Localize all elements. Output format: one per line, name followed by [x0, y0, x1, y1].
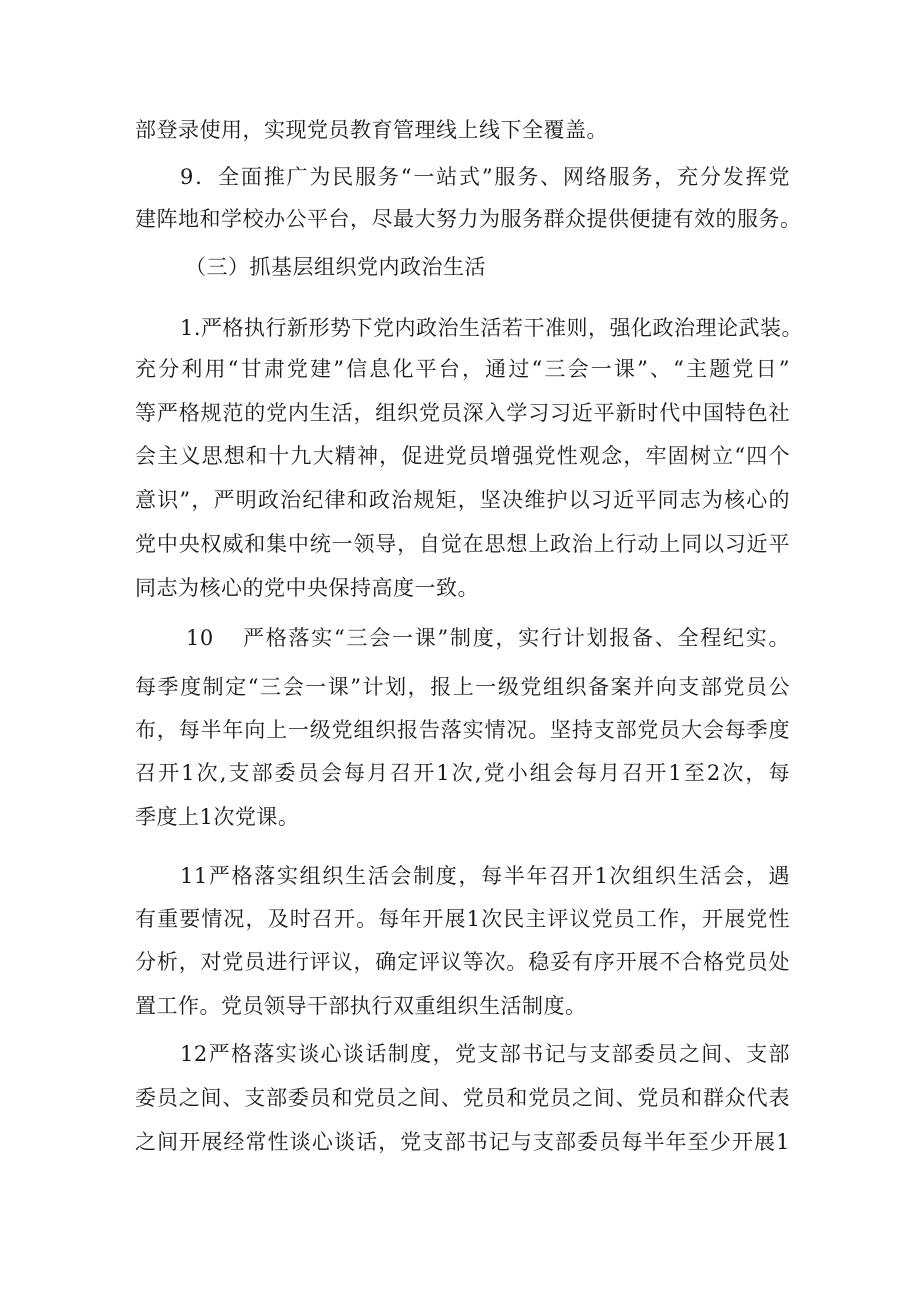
item-1-line-4: 会主义思想和十九大精神，促进党员增强党性观念，牢固树立“四个: [135, 444, 790, 468]
item-11-line-2: 有重要情况，及时召开。每年开展1次民主评议党员工作，开展党性: [135, 907, 790, 931]
item-1-line-6: 党中央权威和集中统一领导，自觉在思想上政治上行动上同以习近平: [135, 532, 790, 556]
item-1-line-5: 意识”，严明政治纪律和政治规矩，坚决维护以习近平同志为核心的: [135, 488, 790, 512]
text-line: 部登录使用，实现党员教育管理线上线下全覆盖。: [135, 118, 608, 142]
item-1-line-3: 等严格规范的党内生活，组织党员深入学习习近平新时代中国特色社: [135, 401, 790, 425]
item-10-line-1: 严格落实“三会一课”制度，实行计划报备、全程纪实。: [243, 626, 790, 650]
item-12-line-1: 12严格落实谈心谈话制度，党支部书记与支部委员之间、支部: [180, 1042, 790, 1066]
item-11-line-1: 11严格落实组织生活会制度，每半年召开1次组织生活会，遇: [180, 864, 790, 888]
item-1-line-2: 充分利用“甘肃党建”信息化平台，通过“三会一课”、“主题党日”: [135, 357, 790, 381]
item-12-line-2: 委员之间、支部委员和党员之间、党员和党员之间、党员和群众代表: [135, 1086, 790, 1110]
item-10-line-3: 布，每半年向上一级党组织报告落实情况。坚持支部党员大会每季度: [135, 718, 790, 742]
item-10-line-5: 季度上1次党课。: [135, 805, 300, 829]
item-11-line-4: 置工作。党员领导干部执行双重组织生活制度。: [135, 994, 587, 1018]
item-11-line-3: 分析，对党员进行评议，确定评议等次。稳妥有序开展不合格党员处: [135, 950, 790, 974]
item-12-line-3: 之间开展经常性谈心谈话，党支部书记与支部委员每半年至少开展1: [135, 1130, 790, 1154]
item-1-line-7: 同志为核心的党中央保持高度一致。: [135, 576, 479, 600]
section-heading: （三）抓基层组织党内政治生活: [185, 255, 486, 279]
item-1-line-1: 1.严格执行新形势下党内政治生活若干准则，强化政治理论武装。: [180, 316, 804, 340]
item-10-line-4: 召开1次,支部委员会每月召开1次,党小组会每月召开1至2次，每: [135, 761, 790, 785]
item-9-line-2: 建阵地和学校办公平台，尽最大努力为服务群众提供便捷有效的服务。: [135, 207, 802, 231]
item-10-number: 10: [186, 626, 214, 650]
item-10-line-2: 每季度制定“三会一课”计划，报上一级党组织备案并向支部党员公: [135, 675, 790, 699]
item-9-line-1: 9．全面推广为民服务“一站式”服务、网络服务，充分发挥党: [180, 165, 790, 189]
